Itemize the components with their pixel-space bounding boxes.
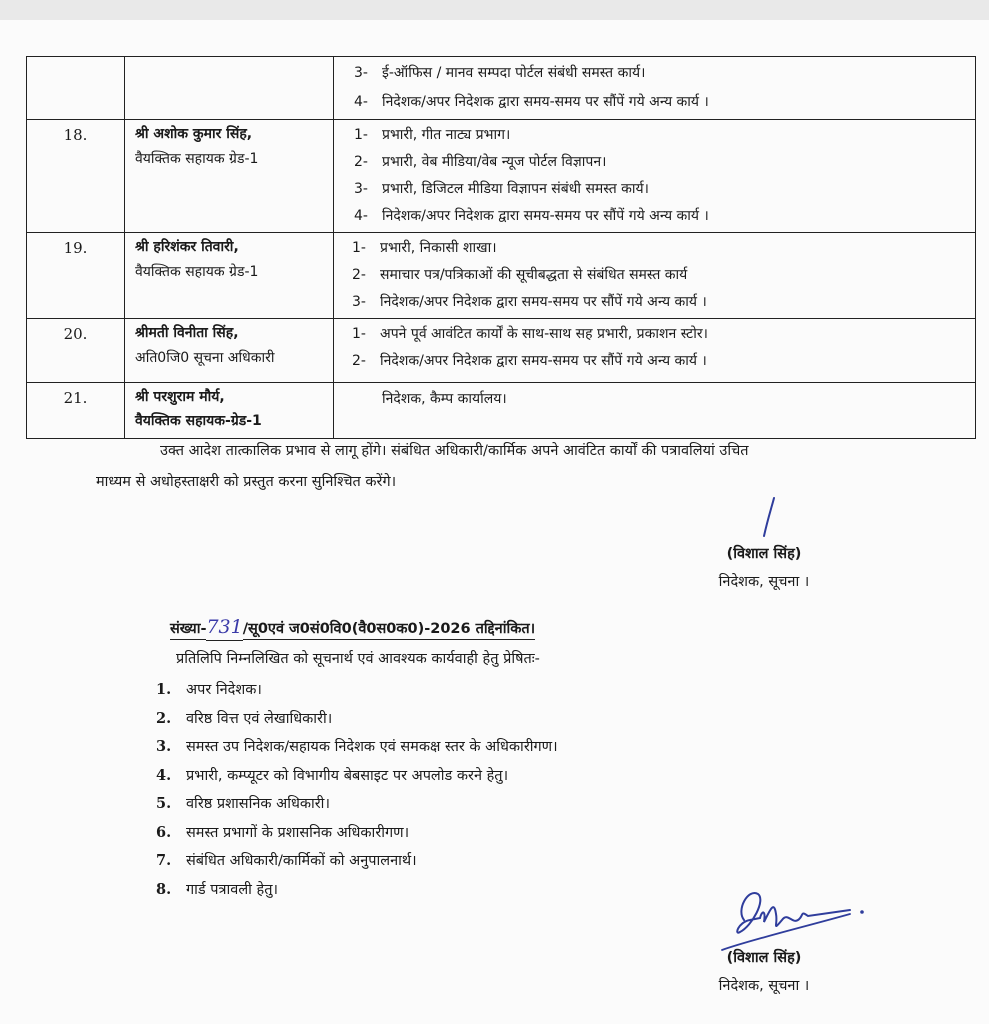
table-row	[27, 233, 976, 319]
signatory-designation: निदेशक, सूचना ।	[718, 574, 810, 590]
top-strip	[0, 0, 989, 20]
list-item: 7. संबंधित अधिकारी/कार्मिकों को अनुपालनार्थ।	[156, 852, 417, 869]
list-item: 1. अपर निदेशक।	[156, 681, 262, 698]
row-number: 18.	[27, 120, 125, 233]
officer-cell	[125, 383, 334, 439]
row-number: 19.	[27, 233, 125, 319]
duty-allocation-table	[26, 56, 976, 439]
officer-post: वैयक्तिक सहायक ग्रेड-1	[135, 264, 259, 280]
duties-cell	[334, 383, 976, 439]
copy-list	[156, 676, 558, 904]
officer-cell	[125, 57, 334, 120]
duty-item: 3- निदेशक/अपर निदेशक द्वारा समय-समय पर सौंपें गये अन्य कार्य ।	[352, 294, 707, 310]
row-number	[27, 57, 125, 120]
duty-item: 4- निदेशक/अपर निदेशक द्वारा समय-समय पर सौंपें गये अन्य कार्य ।	[354, 208, 709, 224]
row-number: 20.	[27, 319, 125, 383]
signature-block	[694, 944, 834, 1000]
duties-cell	[334, 319, 976, 383]
order-paragraph-line: माध्यम से अधोहस्ताक्षरी को प्रस्तुत करना सुनिश्चित करेंगे।	[96, 474, 397, 490]
duties-cell	[334, 233, 976, 319]
duty-item: 4- निदेशक/अपर निदेशक द्वारा समय-समय पर सौंपें गये अन्य कार्य ।	[354, 94, 709, 110]
list-item: 6. समस्त प्रभागों के प्रशासनिक अधिकारीगण।	[156, 823, 410, 841]
duty-item: 2- निदेशक/अपर निदेशक द्वारा समय-समय पर सौंपें गये अन्य कार्य ।	[352, 353, 707, 369]
table-row	[27, 120, 976, 233]
officer-post: वैयक्तिक सहायक-ग्रेड-1	[135, 413, 262, 429]
signatory-designation: निदेशक, सूचना ।	[718, 978, 810, 994]
reference-prefix: संख्या-	[170, 621, 206, 640]
table-row	[27, 383, 976, 439]
duty-item: 3- ई-ऑफिस / मानव सम्पदा पोर्टल संबंधी समस्त कार्य।	[354, 65, 646, 81]
officer-cell	[125, 233, 334, 319]
list-item: 8. गार्ड पत्रावली हेतु।	[156, 880, 278, 898]
list-item: 4. प्रभारी, कम्प्यूटर को विभागीय बेबसाइट पर अपलोड करने हेतु।	[156, 766, 509, 784]
list-item: 5. वरिष्ठ प्रशासनिक अधिकारी।	[156, 795, 330, 812]
officer-post: अति0जि0 सूचना अधिकारी	[135, 350, 275, 366]
list-item: 2. वरिष्ठ वित्त एवं लेखाधिकारी।	[156, 709, 333, 727]
duties-cell	[334, 120, 976, 233]
order-paragraph-line: उक्त आदेश तात्कालिक प्रभाव से लागू होंगे। संबंधित अधिकारी/कार्मिक अपने आवंटित कार्यों की पत्रावलियां उचित	[160, 443, 749, 459]
signature-scribble-icon	[756, 496, 780, 542]
duty-item: 1- अपने पूर्व आवंटित कार्यों के साथ-साथ सह प्रभारी, प्रकाशन स्टोर।	[352, 326, 708, 342]
officer-cell	[125, 120, 334, 233]
officer-cell	[125, 319, 334, 383]
duty-item: निदेशक, कैम्प कार्यालय।	[382, 391, 507, 407]
officer-name: श्री हरिशंकर तिवारी,	[135, 239, 239, 255]
handwritten-number-icon: 731	[206, 616, 242, 641]
duty-item: 3- प्रभारी, डिजिटल मीडिया विज्ञापन संबंधी समस्त कार्य।	[354, 181, 649, 197]
copy-intro: प्रतिलिपि निम्नलिखित को सूचनार्थ एवं आवश्यक कार्यवाही हेतु प्रेषितः-	[176, 651, 540, 667]
officer-post: वैयक्तिक सहायक ग्रेड-1	[135, 151, 259, 167]
reference-number	[170, 616, 535, 638]
signatory-name: (विशाल सिंह)	[726, 950, 802, 966]
officer-name: श्री अशोक कुमार सिंह,	[135, 126, 253, 142]
table-row	[27, 319, 976, 383]
row-number: 21.	[27, 383, 125, 439]
signatory-name: (विशाल सिंह)	[726, 546, 802, 562]
order-paragraph	[96, 436, 896, 498]
duty-item: 2- प्रभारी, वेब मीडिया/वेब न्यूज पोर्टल विज्ञापन।	[354, 154, 607, 170]
duty-item: 1- प्रभारी, गीत नाट्य प्रभाग।	[354, 127, 511, 143]
duties-cell	[334, 57, 976, 120]
duty-item: 2- समाचार पत्र/पत्रिकाओं की सूचीबद्धता से संबंधित समस्त कार्य	[352, 267, 688, 283]
signature-block	[694, 540, 834, 596]
table-row	[27, 57, 976, 120]
duty-item: 1- प्रभारी, निकासी शाखा।	[352, 240, 497, 256]
reference-suffix: /सू0एवं ज0सं0वि0(वै0स0क0)-2026 तद्दिनांकित।	[243, 621, 535, 640]
list-item: 3. समस्त उप निदेशक/सहायक निदेशक एवं समकक्ष स्तर के अधिकारीगण।	[156, 738, 558, 755]
officer-name: श्रीमती विनीता सिंह,	[135, 325, 239, 341]
officer-name: श्री परशुराम मौर्य,	[135, 389, 225, 405]
